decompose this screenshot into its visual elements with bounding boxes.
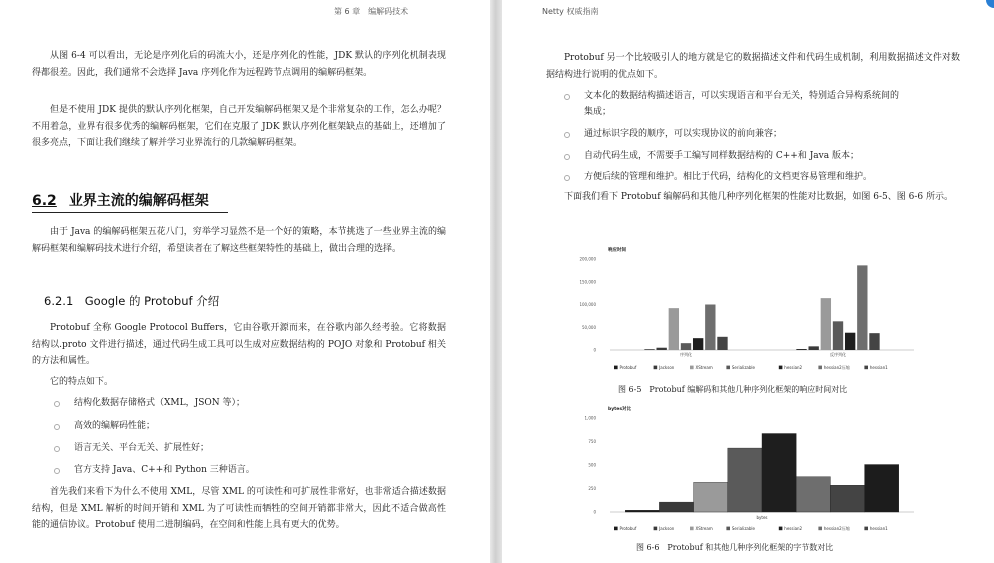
corner-badge	[986, 0, 994, 8]
section-title: 业界主流的编解码框架	[68, 193, 209, 209]
bullet-icon	[54, 424, 60, 430]
bullet-icon	[564, 154, 570, 160]
legend-label: Serializable	[731, 365, 755, 370]
bar	[833, 321, 843, 350]
bullet-icon	[564, 94, 570, 100]
y-tick-label: 50,000	[582, 324, 596, 330]
legend-label: hessian1	[869, 526, 888, 531]
bar	[681, 343, 691, 350]
legend-swatch	[690, 366, 694, 370]
y-tick-label: 150,000	[579, 279, 596, 285]
legend-swatch	[726, 366, 730, 370]
bar	[705, 305, 715, 351]
legend-label: hessian2压缩	[823, 526, 850, 531]
bullet-icon	[54, 401, 60, 407]
chart-title: 响应时间	[608, 248, 626, 253]
bullet-icon	[54, 446, 60, 452]
legend-swatch	[654, 527, 658, 531]
y-tick-label: 100,000	[579, 302, 596, 307]
bar	[830, 485, 864, 512]
y-tick-label: 500	[588, 462, 596, 468]
bar	[762, 434, 796, 512]
bar	[644, 349, 654, 350]
legend-label: XStream	[695, 526, 713, 531]
features-lead: 它的特点如下。	[50, 377, 114, 387]
legend-label: hessian2压缩	[823, 365, 850, 370]
bar	[625, 510, 659, 512]
legend-swatch	[690, 527, 694, 531]
paragraph: 但是不使用 JDK 提供的默认序列化框架，自己开发编解码框架又是个非常复杂的工作，怎么办呢？不用着急，业界有很多优秀的编解码框架，它们在克服了 JDK 默认序列化框架缺点的基础上，还增加了很多亮点，下面让我们继续了解并学习业界流行的几款编解码框架。	[32, 105, 446, 148]
bar	[694, 482, 728, 512]
figure-caption: 图 6-6 Protobuf 和其他几种序列化框架的字节数对比	[636, 543, 834, 552]
bar	[857, 265, 867, 350]
legend-label: Protobuf	[619, 365, 637, 370]
legend-swatch	[818, 366, 822, 370]
chart-title: bytes对比	[608, 407, 632, 412]
legend-label: hessian1	[869, 365, 888, 370]
legend-label: Jackson	[659, 365, 675, 370]
legend-label: Protobuf	[619, 526, 637, 531]
bullet-icon	[564, 132, 570, 138]
bullet-icon	[54, 468, 60, 474]
legend-swatch	[864, 527, 868, 531]
legend-label: hessian2	[784, 365, 803, 370]
bar	[809, 346, 819, 350]
closing-paragraph: 首先我们来看下为什么不使用 XML，尽管 XML 的可读性和可扩展性非常好，也非常适合描述数据结构，但是 XML 解析的时间开销和 XML 为了可读性而牺牲的空间开销都非常大，因此不适合做高性能的通信协议。Protobuf 使用二进制编码，在空间和性能上具有更大的优势。	[32, 487, 446, 530]
paragraph: 从图 6-4 可以看出，无论是序列化后的码流大小，还是序列化的性能，JDK 默认的序列化机制表现得都很差。因此，我们通常不会选择 Java 序列化作为远程跨节点调用的编解码框架。	[32, 51, 446, 78]
legend-swatch	[779, 366, 783, 370]
legend-swatch	[726, 527, 730, 531]
bar	[821, 298, 831, 350]
section-heading	[32, 190, 228, 213]
y-tick-label: 1,000	[584, 415, 596, 421]
right-page: Netty 权威指南 Protobuf 另一个比较吸引人的地方就是它的数据描述文件和代码生成机制，利用数据描述文件对数据结构进行说明的优点如下。 文本化的数据结构描述语言，可以实现语言和平台无关，特别适合异构系统间的 集成； 通过标识字段的顺序，可以实现协议的前向兼容； 自动代码生成，不需要手工编写同样数据结构的 C++和 Java 版本； 方便后续的管理和维护。相比于代码，结构化的文档更容易管理和维护。 下面我们看下 Protobuf 编解码和其他几种序列化框架的性能对比数据，如图 6-5、图 6-6 所示。 响应时间 0 50,000 100,000 150,000 200,000 序列化 反序列化 Protobuf Jackson XStream Serializable hessian2 hessian2压缩 hessian1 图 6-5 Protobuf 编解码和其他几种序列化框架的响应时间对比 bytes对比 0 250 500 750 1,000 bytes Protobuf Jackson XStream Serializable hessian2 hessian2压缩 hessian1 图 6-6 Protobuf 和其他几种序列化框架的字节数对比	[500, 0, 994, 563]
bar	[669, 308, 679, 350]
legend-swatch	[654, 366, 658, 370]
legend-label: XStream	[695, 365, 713, 370]
y-tick-label: 0	[593, 347, 596, 353]
x-tick-label: 反序列化	[830, 352, 846, 357]
paragraph: 下面我们看下 Protobuf 编解码和其他几种序列化框架的性能对比数据，如图 6-5、图 6-6 所示。	[564, 192, 953, 202]
y-tick-label: 0	[593, 509, 596, 515]
legend-swatch	[614, 366, 618, 370]
bar	[796, 477, 830, 512]
bar	[796, 349, 806, 350]
legend-swatch	[614, 527, 618, 531]
bar	[845, 333, 855, 350]
bar	[717, 337, 727, 350]
running-header: 第 6 章 编解码技术	[334, 7, 409, 16]
paragraph: Protobuf 另一个比较吸引人的地方就是它的数据描述文件和代码生成机制，利用数据描述文件对数据结构进行说明的优点如下。	[546, 53, 960, 80]
section-intro: 由于 Java 的编解码框架五花八门，穷举学习显然不是一个好的策略，本节挑选了一些业界主流的编解码框架和编解码技术进行介绍，希望读者在了解这些框架特性的基础上，做出合理的选择。	[32, 227, 446, 254]
figure-caption: 图 6-5 Protobuf 编解码和其他几种序列化框架的响应时间对比	[618, 385, 848, 394]
left-page: 第 6 章 编解码技术 从图 6-4 可以看出，无论是序列化后的码流大小，还是序列化的性能，JDK 默认的序列化机制表现得都很差。因此，我们通常不会选择 Java 序列化作为远程跨节点调用的编解码框架。 但是不使用 JDK 提供的默认序列化框架，自己开发编解码框架又是个非常复杂的工作，怎么办呢？不用着急，业界有很多优秀的编解码框架，它们在克服了 JDK 默认序列化框架缺点的基础上，还增加了很多亮点，下面让我们继续了解并学习业界流行的几款编解码框架。 6.2 业界主流的编解码框架 由于 Java 的编解码框架五花八门，穷举学习显然不是一个好的策略，本节挑选了一些业界主流的编解码框架和编解码技术进行介绍，希望读者在了解这些框架特性的基础上，做出合理的选择。 6.2.1 Google 的 Protobuf 介绍 Protobuf 全称 Google Protocol Buffers，它由谷歌开源而来，在谷歌内部久经考验。它将数据结构以.proto 文件进行描述，通过代码生成工具可以生成对应数据结构的 POJO 对象和 Protobuf 相关的方法和属性。 它的特点如下。 结构化数据存储格式（XML，JSON 等）； 高效的编解码性能； 语言无关、平台无关、扩展性好； 官方支持 Java、C++和 Python 三种语言。 首先我们来看下为什么不使用 XML，尽管 XML 的可读性和可扩展性非常好，也非常适合描述数据结构，但是 XML 解析的时间开销和 XML 为了可读性而牺牲的空间开销都非常大，因此不适合做高性能的通信协议。Protobuf 使用二进制编码，在空间和性能上具有更大的优势。	[0, 0, 492, 563]
bar	[728, 448, 762, 512]
section-number: 6.2	[32, 193, 57, 209]
running-header: Netty 权威指南	[542, 7, 599, 16]
legend-label: hessian2	[784, 526, 803, 531]
x-axis-label: bytes	[756, 515, 768, 520]
legend-label: Serializable	[731, 526, 755, 531]
legend-swatch	[864, 366, 868, 370]
bullet-icon	[564, 175, 570, 181]
protobuf-intro: Protobuf 全称 Google Protocol Buffers，它由谷歌开源而来，在谷歌内部久经考验。它将数据结构以.proto 文件进行描述，通过代码生成工具可以生成对应数据结构的 POJO 对象和 Protobuf 相关的方法和属性。	[32, 323, 446, 366]
legend-swatch	[779, 527, 783, 531]
y-tick-label: 200,000	[579, 256, 596, 262]
bytes-chart	[562, 402, 932, 534]
bar	[865, 465, 899, 512]
bar	[693, 338, 703, 350]
bar	[869, 333, 879, 350]
bar	[657, 348, 667, 350]
x-tick-label: 序列化	[680, 352, 692, 357]
legend-swatch	[818, 527, 822, 531]
bar	[659, 502, 693, 512]
legend-label: Jackson	[659, 526, 675, 531]
response-time-chart	[562, 242, 932, 380]
y-tick-label: 250	[588, 486, 596, 491]
y-tick-label: 750	[588, 439, 596, 444]
subsection-heading: 6.2.1 Google 的 Protobuf 介绍	[44, 294, 220, 308]
